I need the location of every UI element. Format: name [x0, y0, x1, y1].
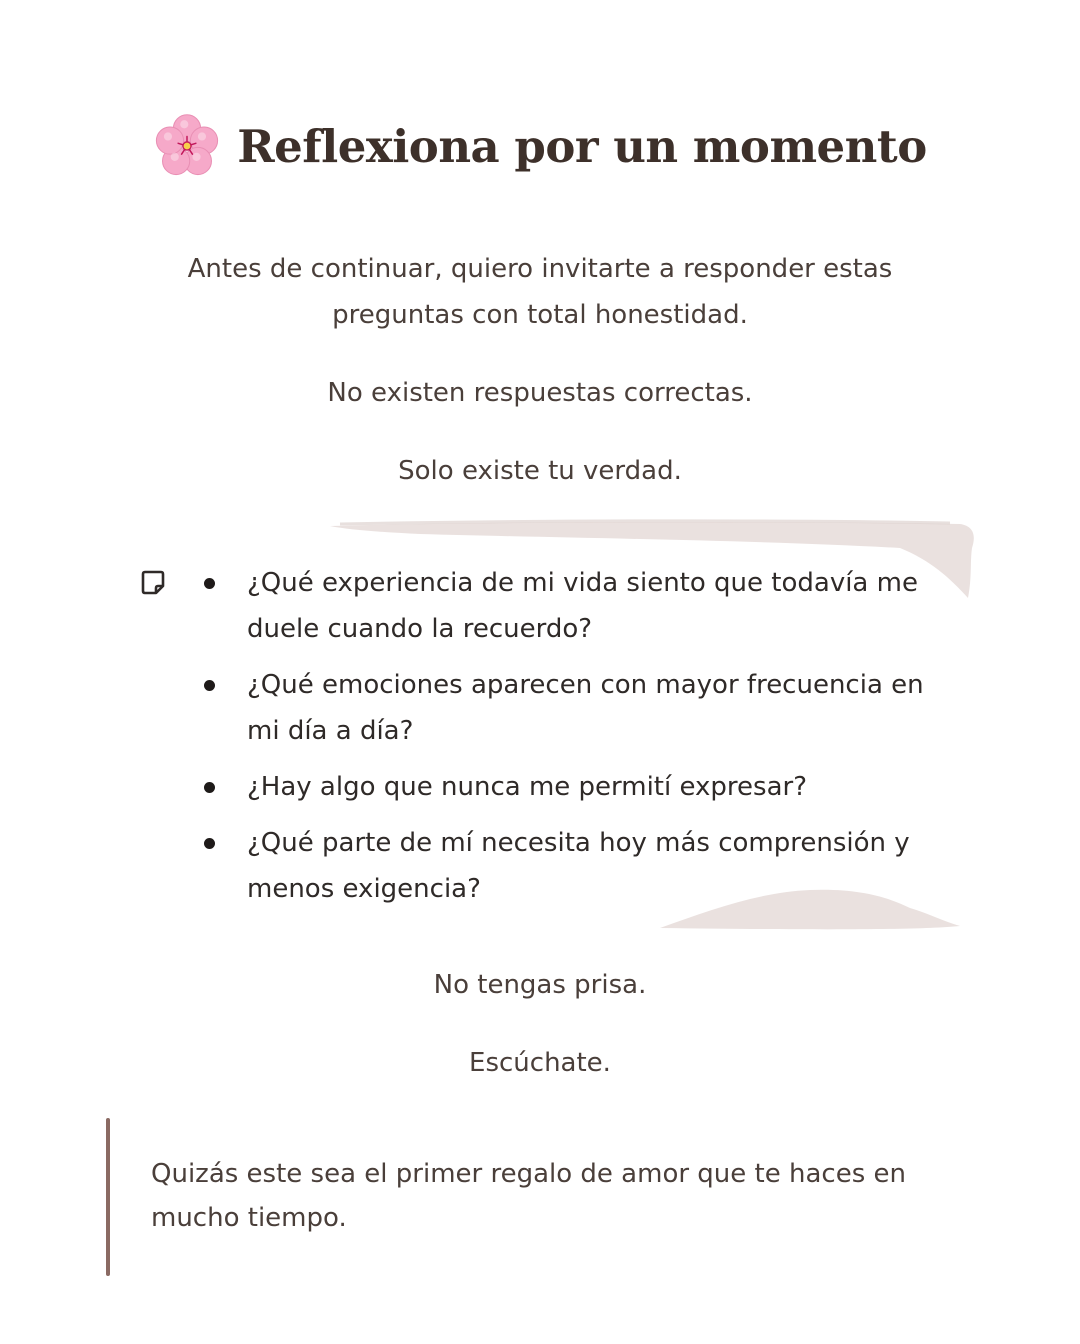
intro-line-2: preguntas con total honestidad.	[332, 300, 748, 330]
statement-only-truth: Solo existe tu verdad.	[398, 456, 682, 486]
question-text: ¿Qué parte de mí necesita hoy más comprensión y menos exigencia?	[247, 828, 910, 904]
statement-no-correct: No existen respuestas correctas.	[327, 378, 753, 408]
intro-line-1: Antes de continuar, quiero invitarte a responder estas	[187, 254, 893, 284]
question-text: ¿Qué experiencia de mi vida siento que todavía me duele cuando la recuerdo?	[247, 568, 918, 644]
bullet-icon	[204, 578, 215, 589]
page-title: Reflexiona por un momento	[237, 119, 927, 173]
quote-bar	[106, 1118, 110, 1276]
list-item	[196, 560, 956, 652]
blockquote	[106, 1118, 946, 1276]
list-item	[196, 662, 956, 754]
bullet-icon	[204, 782, 215, 793]
title-row	[0, 112, 1080, 180]
bullet-icon	[204, 838, 215, 849]
cherry-blossom-icon	[153, 112, 221, 180]
quote-text: Quizás este sea el primer regalo de amor que te haces en mucho tiempo.	[151, 1159, 906, 1233]
bullet-icon	[204, 680, 215, 691]
question-text: ¿Hay algo que nunca me permití expresar?	[247, 772, 808, 802]
note-icon	[139, 569, 167, 597]
closing-listen: Escúchate.	[469, 1048, 611, 1078]
list-item	[196, 820, 956, 912]
intro-text	[0, 246, 1080, 338]
questions-list	[196, 560, 956, 922]
list-item	[196, 764, 956, 810]
closing-no-rush: No tengas prisa.	[433, 970, 647, 1000]
question-text: ¿Qué emociones aparecen con mayor frecuencia en mi día a día?	[247, 670, 924, 746]
